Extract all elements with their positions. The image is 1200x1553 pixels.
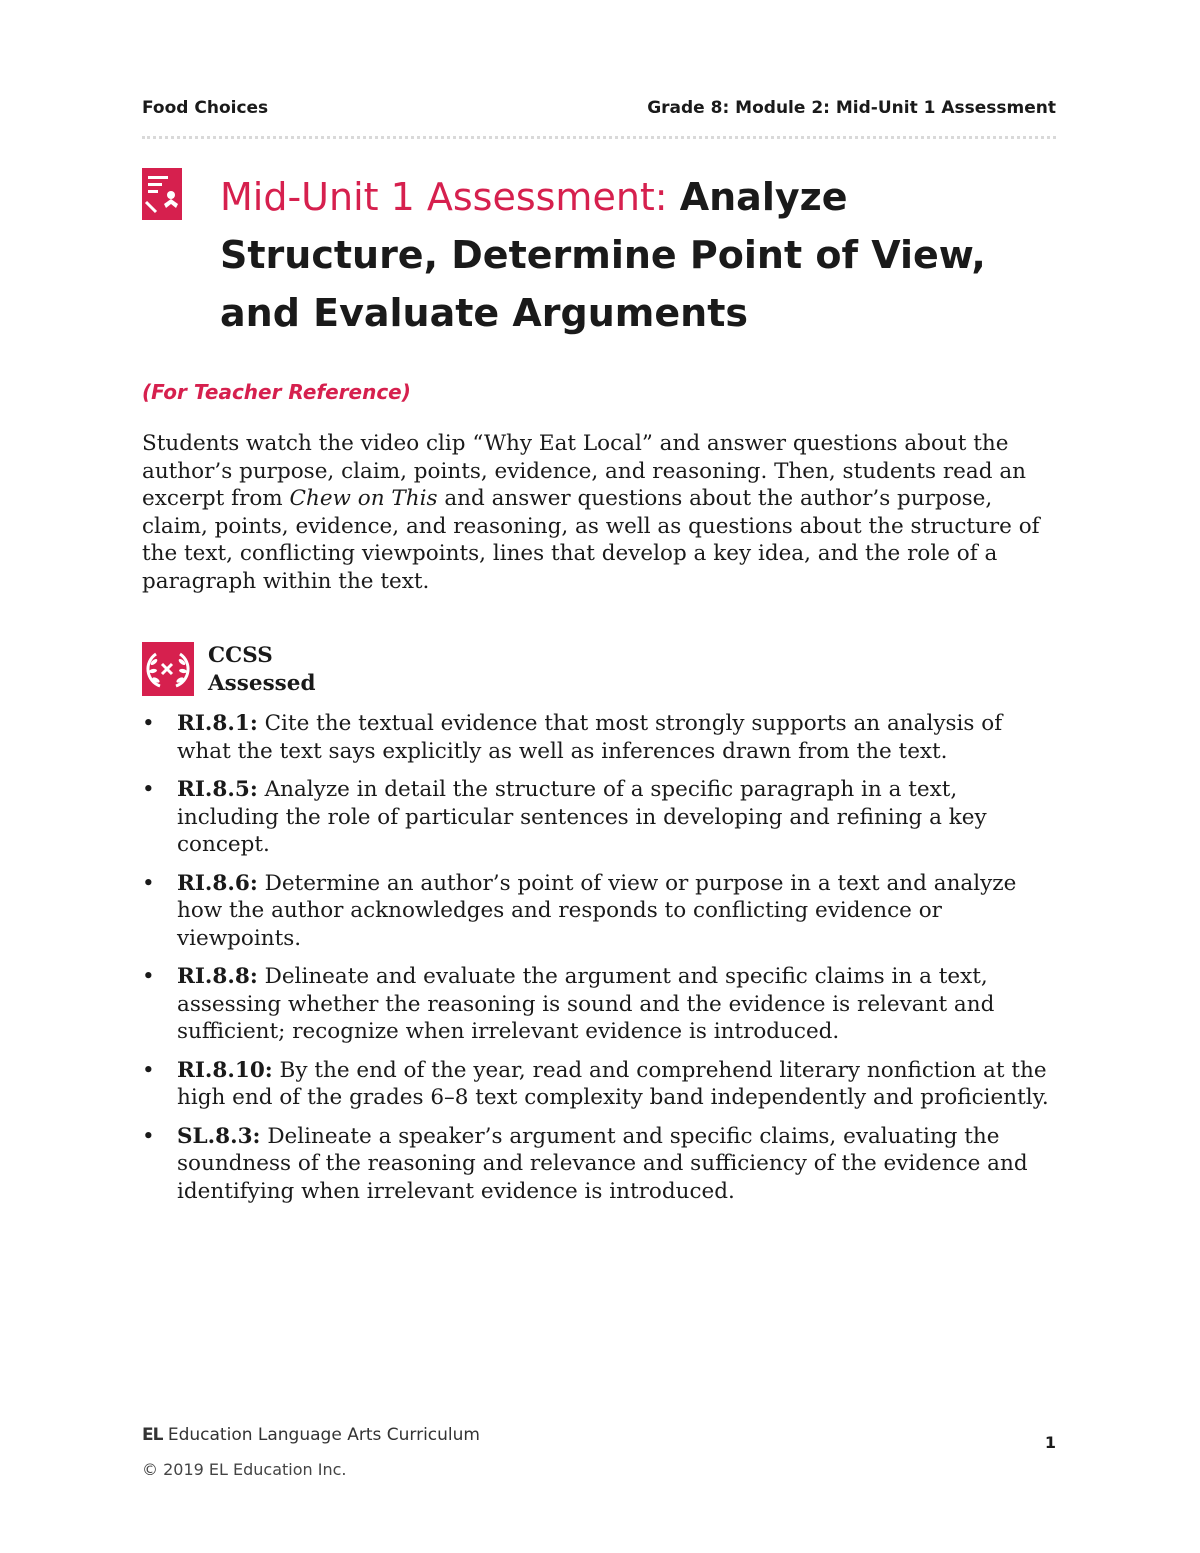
standard-text: Delineate a speaker’s argument and specific claims, evaluating the soundness of the reasoning and relevance and sufficiency of the evidence and identifying when irrelevant evidence is introduced. xyxy=(177,1123,1028,1204)
bullet: • xyxy=(142,1123,155,1149)
standard-item xyxy=(142,776,1062,859)
standard-item xyxy=(142,1057,1062,1112)
teacher-reference-label: (For Teacher Reference) xyxy=(142,380,411,404)
standard-text: By the end of the year, read and comprehend literary nonfiction at the high end of the grades 6–8 text complexity band independently and proficiently. xyxy=(177,1057,1049,1110)
footer-brand-text: Education Language Arts Curriculum xyxy=(167,1425,480,1445)
assessment-icon xyxy=(142,168,182,220)
ccss-heading-line1: CCSS xyxy=(208,643,273,668)
intro-book-title: Chew on This xyxy=(289,486,438,511)
header-divider xyxy=(142,136,1056,139)
intro-text-end: and answer questions about the author’s purpose, claim, points, evidence, and reasoning, as well as questions about the structure of the text, conflicting viewpoints, lines that develop a key idea, and the role of a paragraph within the text. xyxy=(142,486,1040,594)
header-module-title: Food Choices xyxy=(142,98,269,118)
intro-paragraph xyxy=(142,430,1062,595)
bullet: • xyxy=(142,964,155,989)
standard-text: Determine an author’s point of view or purpose in a text and analyze how the author acknowledges and responds to conflicting evidence or viewpoints. xyxy=(177,870,1017,951)
standard-item xyxy=(142,710,1062,765)
title-main: Analyze Structure, Determine Point of View, and Evaluate Arguments xyxy=(220,175,986,335)
standards-list xyxy=(142,710,1062,1216)
standard-text: Delineate and evaluate the argument and specific claims in a text, assessing whether the reasoning is sound and the evidence is relevant and sufficient; recognize when irrelevant evidence is introduced. xyxy=(177,964,995,1044)
standard-code: RI.8.6: xyxy=(177,870,258,896)
bullet: • xyxy=(142,777,155,802)
standard-item xyxy=(142,1123,1062,1206)
bullet: • xyxy=(142,711,155,736)
bullet: • xyxy=(142,1057,155,1083)
ccss-heading xyxy=(208,642,316,698)
standard-code: SL.8.3: xyxy=(177,1123,261,1149)
page-number: 1 xyxy=(1044,1433,1056,1452)
title-prefix: Mid-Unit 1 Assessment: xyxy=(220,175,668,219)
standard-code: RI.8.5: xyxy=(177,777,258,802)
intro-text-start: Students watch the video clip “Why Eat Local” and answer questions about the author’s purpose, claim, points, evidence, and reasoning. Then, students read an excerpt from xyxy=(142,431,1026,511)
standard-item xyxy=(142,870,1062,953)
ccss-heading-line2: Assessed xyxy=(208,671,316,696)
standard-item xyxy=(142,963,1062,1046)
footer-copyright: © 2019 EL Education Inc. xyxy=(142,1460,347,1479)
ccss-laurel-icon xyxy=(142,642,194,696)
footer-brand xyxy=(142,1425,480,1445)
standard-code: RI.8.8: xyxy=(177,964,258,989)
bullet: • xyxy=(142,870,155,896)
standard-text: Analyze in detail the structure of a specific paragraph in a text, including the role of particular sentences in developing and refining a key concept. xyxy=(177,777,987,857)
standard-code: RI.8.1: xyxy=(177,711,258,736)
header-grade-module: Grade 8: Module 2: Mid-Unit 1 Assessment xyxy=(647,98,1056,118)
page-header xyxy=(142,98,1056,122)
standard-text: Cite the textual evidence that most strongly supports an analysis of what the text says explicitly as well as inferences drawn from the text. xyxy=(177,711,1003,764)
el-logo-mark: EL xyxy=(142,1425,163,1445)
standard-code: RI.8.10: xyxy=(177,1057,273,1083)
page-title xyxy=(220,168,1070,342)
